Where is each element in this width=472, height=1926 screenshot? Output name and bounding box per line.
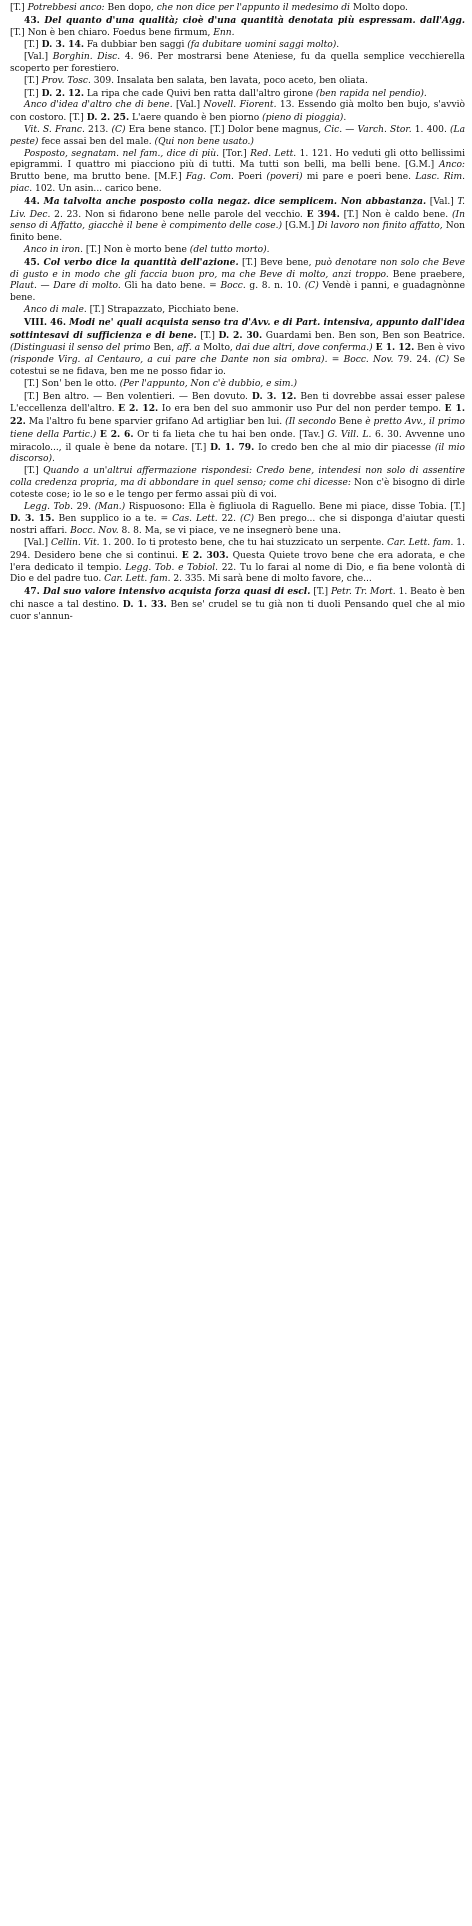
- text-run: Non finito bene.: [10, 221, 465, 244]
- bold-italic-run: Dal suo valore intensivo acquista forza quasi di escl.: [39, 586, 311, 598]
- italic-run: Posposto, segnatam. nel fam., dice di più.: [24, 148, 220, 159]
- italic-run: Borghin. Disc.: [52, 52, 121, 63]
- italic-run: Anco di male.: [24, 304, 87, 315]
- italic-run: Legg. Tob.: [24, 501, 74, 512]
- text-run: [T.]: [24, 88, 42, 99]
- italic-run: Enn.: [213, 27, 235, 38]
- text-run: mi pare e poeri bene.: [302, 172, 416, 183]
- entry-paragraph: [10, 76, 465, 88]
- text-run: [T.]: [24, 75, 42, 86]
- italic-run: dai due altri, dove conferma.): [235, 343, 373, 354]
- entry-paragraph: [10, 100, 465, 125]
- text-run: Se cotestui se ne fidava, ben me ne posso fidar io.: [10, 355, 465, 377]
- text-run: Molto dopo.: [349, 3, 408, 13]
- entry-paragraph: [10, 317, 465, 379]
- text-run: 4. 96. Per mostrarsi bene Ateniese, fu da quella semplice vecchierella scoperto per forestiero.: [10, 52, 465, 74]
- italic-run: può denotare non solo che Beve di gusto e in modo che gli faccia buon pro, ma che Beve di molto, anzi troppo.: [10, 257, 465, 280]
- italic-run: (C): [304, 281, 319, 292]
- text-run: [Val.]: [426, 196, 458, 207]
- bold-italic-run: Del quanto d'una qualità; cioè d'una quantità denotata più espressam. dall'Agg.: [39, 14, 465, 26]
- italic-run: (Distinguasi il senso del primo: [10, 343, 151, 354]
- text-run: 1. Beato è ben chi nasce a tal destino.: [10, 587, 466, 611]
- bold-run: 43.: [24, 14, 40, 26]
- text-run: [T.]: [310, 587, 331, 598]
- bold-run: E 1. 22.: [10, 403, 465, 428]
- text-run: Questa Quiete trovo bene che era adorata, e che l'era dedicato il tempio.: [10, 550, 465, 573]
- italic-run: Legg. Tob. e Tobiol.: [125, 562, 219, 573]
- bold-run: D. 1. 33.: [122, 599, 167, 611]
- text-run: Ben è vivo: [414, 343, 465, 354]
- italic-run: Car. Lett. fam.: [387, 538, 454, 549]
- entry-paragraph: [10, 39, 465, 52]
- italic-run: Vit. S. Franc.: [24, 124, 85, 135]
- text-run: Molto,: [200, 343, 236, 354]
- text-run: 22.: [217, 514, 241, 525]
- text-run: Vendè i panni, e guadagnònne bene.: [10, 281, 466, 304]
- bold-run: D. 2. 25.: [86, 112, 130, 124]
- text-run: [T.] Son' ben le otto.: [24, 378, 120, 389]
- italic-run: Anco:: [438, 160, 465, 171]
- text-run: Io credo ben che al mio dir piacesse: [254, 442, 435, 453]
- text-run: 79. 24.: [393, 355, 436, 366]
- text-run: 309. Insalata ben salata, ben lavata, poco aceto, ben oliata.: [90, 75, 368, 86]
- bold-italic-run: Col verbo dice la quantità dell'azione.: [39, 256, 239, 268]
- text-run: 1. 294. Desidero bene che si continui.: [10, 538, 465, 561]
- italic-run: Potrebbesi anco:: [27, 3, 105, 13]
- bold-run: 47.: [24, 586, 40, 598]
- bold-run: D. 3. 12.: [251, 390, 297, 402]
- italic-run: Anco d'idea d'altro che di bene.: [24, 100, 173, 111]
- bold-run: E 2. 12.: [118, 403, 159, 415]
- italic-run: Fag. Com.: [185, 172, 234, 183]
- text-run: [T.] Non è morto bene: [83, 244, 190, 255]
- bold-italic-run: Ma talvolta anche posposto colla negaz. dice semplicem. Non abbastanza.: [39, 195, 427, 207]
- text-run: La ripa che cade Quivi ben ratta dall'altro girone: [83, 88, 316, 99]
- italic-run: (Qui non bene usato.): [154, 136, 254, 147]
- bold-italic-run: Modi ne' quali acquista senso tra d'Avv. e di Part. intensiva, appunto dall'idea sottintesavi di sufficienza e di bene.: [10, 316, 465, 341]
- italic-run: (il mio discorso).: [10, 442, 465, 465]
- italic-run: (Man.): [94, 501, 126, 512]
- entry-paragraph: [10, 257, 465, 305]
- bold-run: D. 3. 14.: [41, 39, 84, 51]
- italic-run: (Il secondo: [285, 417, 336, 428]
- italic-run: Petr. Tr. Mort.: [330, 587, 396, 598]
- entry-paragraph: [10, 125, 465, 149]
- italic-run: (In senso di Affatto, giacchè il bene è compimento delle cose.): [10, 209, 465, 232]
- text-run: Ben ti dovrebbe assai esser palese L'eccellenza dell'altro.: [10, 391, 466, 415]
- bold-run: D. 2. 12.: [41, 87, 84, 99]
- italic-run: Red. Lett.: [250, 148, 297, 159]
- italic-run: Prov. Tosc.: [41, 75, 91, 86]
- entry-paragraph: [10, 245, 465, 257]
- text-run: [T.]: [24, 40, 42, 51]
- italic-run: T. Liv. Dec.: [10, 196, 465, 220]
- text-run: [T.]: [24, 466, 44, 477]
- italic-run: Di lavoro non finito affatto,: [317, 221, 443, 232]
- text-run: 6. 30. Avvenne uno miracolo..., il quale è bene da notare. [T.]: [10, 429, 465, 453]
- text-run: Gli ha dato bene. =: [120, 281, 221, 292]
- italic-run: Quando a un'altrui affermazione rispondesi: Credo bene, intendesi non solo di assentire colla credenza propria, ma di abbondare in quel senso; come chi dicesse:: [10, 466, 465, 489]
- text-run: 22. Tu lo farai al nome di Dio, e fia bene volontà di Dio e del padre tuo.: [10, 562, 466, 585]
- italic-run: (C): [111, 124, 126, 135]
- italic-run: (poveri): [266, 172, 303, 183]
- text-run: Poeri: [233, 172, 267, 183]
- entry-paragraph: [10, 538, 465, 586]
- text-run: Bene praebere,: [388, 269, 465, 280]
- text-run: 1. 200. Io ti protesto bene, che tu hai stuzzicato un serpente.: [99, 538, 388, 549]
- entry-paragraph: [10, 305, 465, 317]
- entry-paragraph: [10, 586, 465, 623]
- italic-run: è pretto Avv., il primo tiene della Partic.): [10, 417, 465, 440]
- text-run: [T.] Strapazzato, Picchiato bene.: [86, 304, 239, 315]
- text-run: 29.: [73, 501, 95, 512]
- text-run: 1. 121. Ho veduti gli otto bellissimi epigrammi. I quattro mi piacciono più di tutti. Ma tutti son belli, ma belli bene. [G.M.]: [10, 148, 465, 171]
- bold-run: E 2. 303.: [181, 549, 229, 561]
- text-run: [Val.]: [24, 538, 51, 549]
- text-run: Ben supplico io a te. =: [54, 514, 173, 525]
- text-run: 2. 335. Mi sarà bene di molto favore, che...: [170, 574, 372, 585]
- italic-run: aff. a: [177, 343, 201, 354]
- text-run: Non c'è bisogno di dirle coteste cose; io le so e le tengo per fermo assai più di voi.: [10, 478, 465, 500]
- text-run: [Val.]: [172, 100, 204, 111]
- text-run: fece assai ben del male.: [38, 136, 155, 147]
- text-run: Bene: [335, 417, 366, 428]
- text-run: Io era ben del suo ammonir uso Pur del non perder tempo.: [158, 404, 445, 415]
- italic-run: (pieno di pioggia).: [262, 113, 347, 124]
- text-run: 102. Un asin... carico bene.: [32, 183, 162, 194]
- text-run: =: [327, 355, 344, 366]
- entry-paragraph: [10, 391, 465, 467]
- text-run: [T.]: [10, 3, 28, 13]
- entry-paragraph: [10, 149, 465, 196]
- text-run: 13. Essendo già molto ben bujo, s'avviò con costoro. [T.]: [10, 100, 465, 124]
- italic-run: G. Vill. L.: [327, 429, 372, 440]
- italic-run: (fa dubitare uomini saggi molto).: [187, 40, 340, 51]
- entry-paragraph: [10, 502, 465, 538]
- italic-run: Cellin. Vit.: [50, 538, 100, 549]
- text-run: [T.] Non è ben chiaro. Foedus bene firmum,: [10, 27, 214, 38]
- entry-paragraph: [10, 196, 465, 245]
- text-run: [T.] Ben altro. — Ben volentieri. — Ben dovuto.: [24, 391, 252, 402]
- text-run: Era bene stanco. [T.] Dolor bene magnus,: [125, 124, 325, 135]
- text-run: Ben prego... che si disponga d'aiutar questi nostri affari.: [10, 514, 466, 537]
- text-run: Brutto bene, ma brutto bene. [M.F.]: [10, 172, 186, 183]
- bold-run: 44.: [24, 195, 40, 207]
- italic-run: Bocc. Nov.: [70, 526, 119, 537]
- text-run: Rispuosono: Ella è figliuola di Raguello. Bene mi piace, disse Tobia. [T.]: [125, 501, 466, 512]
- italic-run: Anco in iron.: [24, 244, 84, 255]
- text-run: Ben,: [150, 343, 178, 354]
- italic-run: Bocc. Nov.: [343, 355, 394, 366]
- bold-run: D. 3. 15.: [10, 513, 55, 525]
- italic-run: Lasc. Rim. piac.: [10, 172, 465, 194]
- italic-run: (ben rapida nel pendio).: [315, 88, 427, 99]
- entry-paragraph: [10, 3, 465, 15]
- text-run: L'aere quando è ben piorno: [129, 113, 263, 124]
- entry-paragraph: [10, 15, 465, 40]
- italic-run: Bocc.: [220, 281, 246, 292]
- text-run: [Tor.]: [219, 148, 251, 159]
- text-run: [Val.]: [24, 52, 53, 63]
- text-run: [G.M.]: [282, 221, 318, 232]
- bold-run: VIII. 46.: [24, 316, 66, 328]
- bold-run: D. 2. 30.: [218, 329, 263, 341]
- entry-paragraph: [10, 88, 465, 101]
- bold-run: D. 1. 79.: [210, 441, 255, 453]
- italic-run: (C): [435, 355, 450, 366]
- italic-run: (La peste): [10, 124, 466, 147]
- italic-run: Car. Lett. fam.: [104, 574, 171, 585]
- italic-run: (risponde Virg. al Centauro, a cui pare che Dante non sia ombra).: [10, 355, 328, 366]
- text-run: Fa dubbiar ben saggi: [83, 40, 188, 51]
- italic-run: Cic. — Varch. Stor.: [324, 124, 412, 135]
- entry-paragraph: [10, 52, 465, 76]
- bold-run: 45.: [24, 256, 40, 268]
- italic-run: che non dice per l'appunto il medesimo di: [156, 3, 350, 13]
- text-run: [T.] Non è caldo bene.: [339, 209, 452, 220]
- text-run: 1. 400.: [411, 124, 450, 135]
- italic-run: (C): [240, 514, 255, 525]
- text-run: [T.] Beve bene,: [238, 257, 315, 268]
- bold-run: E 1. 12.: [375, 342, 415, 354]
- text-run: 213.: [84, 124, 112, 135]
- text-run: Ben dopo,: [104, 3, 157, 13]
- bold-run: E 2. 6.: [99, 428, 134, 440]
- text-run: 8. 8. Ma, se vi piace, ve ne insegnerò bene una.: [118, 526, 341, 537]
- italic-run: (Per l'appunto, Non c'è dubbio, e sim.): [119, 378, 297, 389]
- entry-paragraph: [10, 379, 465, 391]
- text-run: g. 8. n. 10.: [245, 281, 305, 292]
- entry-paragraph: [10, 466, 465, 501]
- text-run: Ma l'altro fu bene sparvier grifano Ad artigliar ben lui.: [25, 417, 286, 428]
- text-run: Or ti fa lieta che tu hai ben onde. [Tav.]: [133, 429, 328, 440]
- text-run: [T.]: [196, 330, 219, 341]
- italic-run: (del tutto morto).: [189, 244, 270, 255]
- text-run: Ben se' crudel se tu già non ti duoli Pensando quel che al mio cuor s'annun-: [10, 600, 465, 622]
- text-run: Guardami ben. Ben son, Ben son Beatrice.: [262, 330, 466, 341]
- text-run: 2. 23. Non si fidarono bene nelle parole del vecchio.: [50, 209, 307, 220]
- bold-run: E 394.: [306, 208, 340, 220]
- italic-run: Novell. Fiorent.: [203, 100, 277, 111]
- italic-run: Cas. Lett.: [172, 514, 218, 525]
- italic-run: Plaut. — Dare di molto.: [10, 281, 121, 292]
